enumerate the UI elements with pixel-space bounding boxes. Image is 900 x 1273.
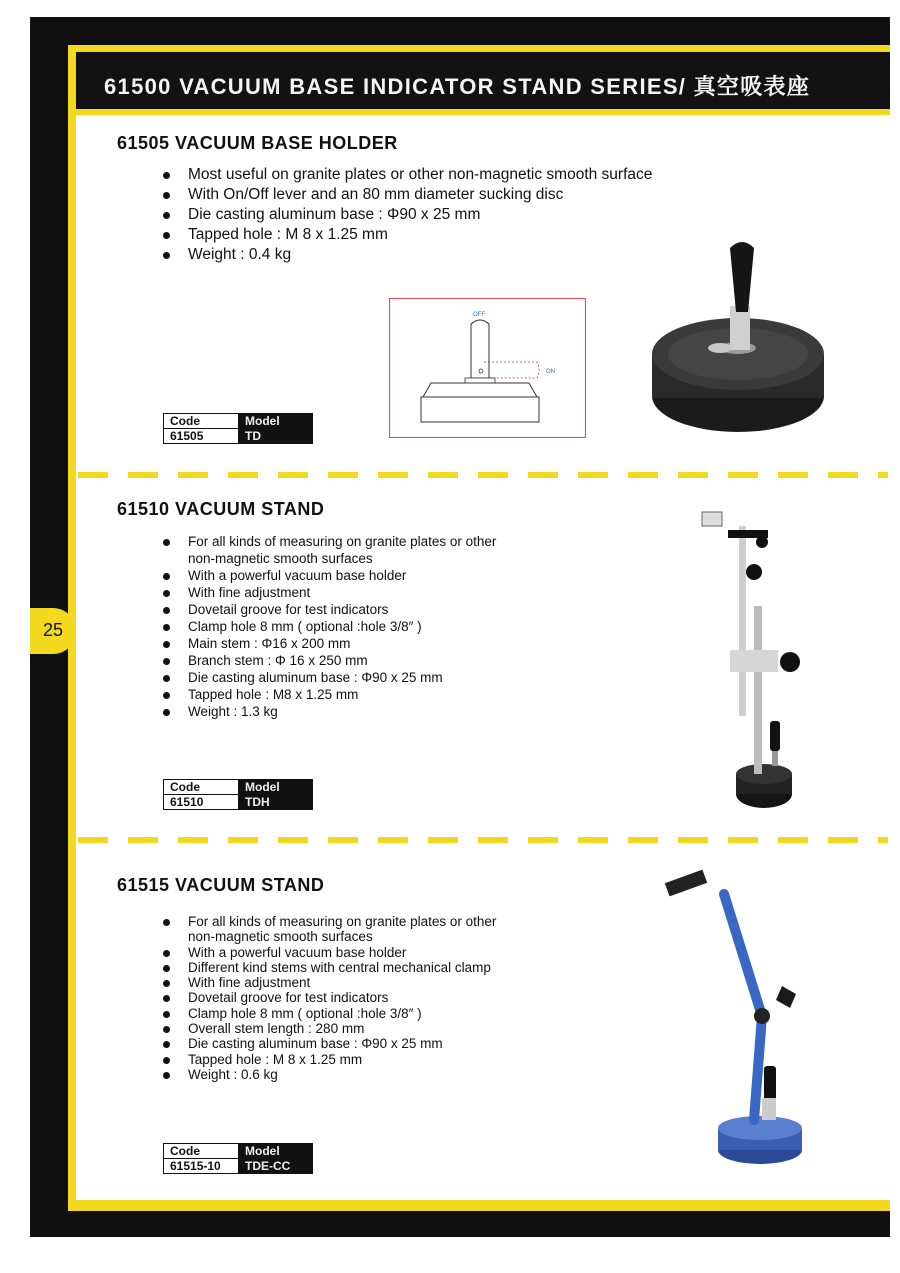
list-item: With a powerful vacuum base holder — [163, 567, 496, 584]
list-item: Dovetail groove for test indicators — [163, 601, 496, 618]
list-item: With fine adjustment — [163, 584, 496, 601]
code-table-61515 — [163, 1143, 313, 1174]
list-item: Different kind stems with central mechanical clamp — [163, 960, 496, 975]
model-header: Model — [239, 414, 313, 429]
list-item: Branch stem : Φ 16 x 250 mm — [163, 652, 496, 669]
section-title-61505: 61505 VACUUM BASE HOLDER — [117, 133, 398, 153]
model-header: Model — [239, 1144, 313, 1159]
list-item: Weight : 0.6 kg — [163, 1067, 496, 1082]
code-header: Code — [164, 414, 239, 429]
list-item: Clamp hole 8 mm ( optional :hole 3/8″ ) — [163, 618, 496, 635]
list-item: For all kinds of measuring on granite plates or other — [163, 533, 496, 550]
feature-list-61515 — [163, 914, 496, 1082]
list-item: Dovetail groove for test indicators — [163, 990, 496, 1005]
code-header: Code — [164, 780, 239, 795]
section-divider — [78, 472, 888, 478]
vacuum-stand-61510-photo — [692, 506, 812, 812]
code-table-61505 — [163, 413, 313, 444]
list-item: Tapped hole : M8 x 1.25 mm — [163, 686, 496, 703]
list-item: With On/Off lever and an 80 mm diameter sucking disc — [163, 185, 652, 205]
list-item: non-magnetic smooth surfaces — [188, 929, 373, 945]
list-item: Weight : 0.4 kg — [163, 245, 652, 265]
on-off-lever-diagram — [389, 298, 586, 438]
model-header: Model — [239, 780, 313, 795]
list-item: Die casting aluminum base : Φ90 x 25 mm — [163, 669, 496, 686]
list-item: With a powerful vacuum base holder — [163, 945, 496, 960]
list-item: Tapped hole : M 8 x 1.25 mm — [163, 1052, 496, 1067]
list-item: non-magnetic smooth surfaces — [188, 551, 373, 566]
list-item: Main stem : Φ16 x 200 mm — [163, 635, 496, 652]
code-header: Code — [164, 1144, 239, 1159]
section-title-61510: 61510 VACUUM STAND — [117, 499, 325, 519]
list-item: Die casting aluminum base : Φ90 x 25 mm — [163, 1036, 496, 1051]
list-item: Die casting aluminum base : Φ90 x 25 mm — [163, 205, 652, 225]
vacuum-base-holder-photo — [648, 236, 828, 436]
model-value: TDH — [239, 795, 313, 810]
code-value: 61505 — [164, 429, 239, 444]
code-table-61510 — [163, 779, 313, 810]
page-number: 25 — [43, 620, 64, 640]
list-item: For all kinds of measuring on granite plates or other — [163, 914, 496, 929]
list-item: Overall stem length : 280 mm — [163, 1021, 496, 1036]
list-item: Most useful on granite plates or other non-magnetic smooth surface — [163, 165, 652, 185]
feature-list-61505 — [163, 165, 652, 265]
section-title-61515: 61515 VACUUM STAND — [117, 875, 325, 895]
vacuum-stand-61515-photo — [662, 866, 822, 1166]
list-item: With fine adjustment — [163, 975, 496, 990]
model-value: TDE-CC — [239, 1159, 313, 1174]
off-label: OFF — [473, 312, 485, 318]
section-divider — [78, 837, 888, 843]
list-item: Weight : 1.3 kg — [163, 703, 496, 720]
on-label: ON — [546, 369, 555, 375]
code-value: 61510 — [164, 795, 239, 810]
feature-list-61510 — [163, 533, 496, 720]
code-value: 61515-10 — [164, 1159, 239, 1174]
model-value: TD — [239, 429, 313, 444]
list-item: Clamp hole 8 mm ( optional :hole 3/8″ ) — [163, 1006, 496, 1021]
page-title: 61500 VACUUM BASE INDICATOR STAND SERIES/ 真空吸表座 — [104, 74, 811, 99]
list-item: Tapped hole : M 8 x 1.25 mm — [163, 225, 652, 245]
